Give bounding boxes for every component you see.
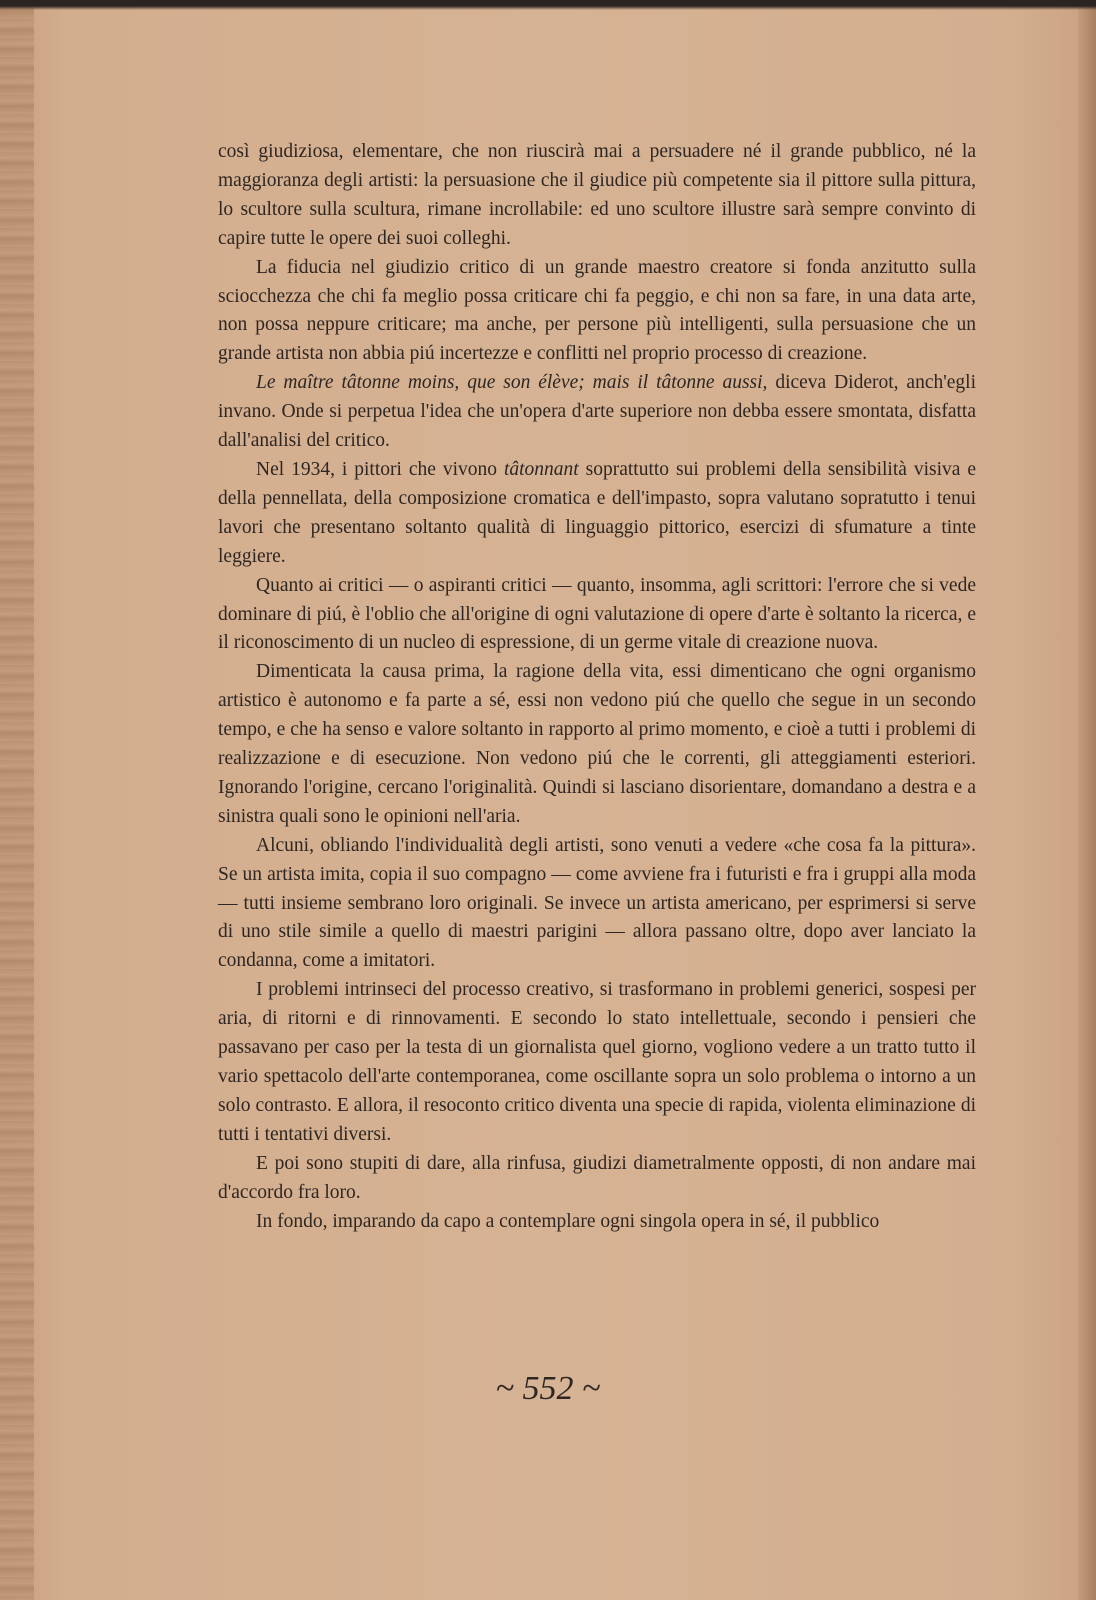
text-segment: Quanto ai critici — o aspiranti critici — quanto, insomma, agli scrittori: l'errore che si vede dominare di piú, è l'oblio che all'origine di ogni valutazione di opere d'arte è soltanto la ricerca, e il riconoscimento di un nucleo di espressione, di un germe vitale di creazione nuova.: [218, 574, 976, 654]
italic-text: Le maître tâtonne moins, que son élève; mais il tâtonne aussi,: [256, 372, 768, 394]
text-segment: Dimenticata la causa prima, la ragione della vita, essi dimenticano che ogni organismo artistico è autonomo e fa parte a sé, essi non vedono piú che quello che segue in un secondo tempo, e che ha senso e valore soltanto in rapporto al primo momento, e cioè a tutti i problemi di realizzazione e di esecuzione. Non vedono piú che le correnti, gli atteggiamenti esteriori. Ignorando l'origine, cercano l'originalità. Quindi si lasciano disorientare, domandano a destra e a sinistra quali sono le opinioni nell'aria.: [218, 661, 976, 827]
paragraph: [218, 254, 976, 370]
italic-text: tâtonnant: [503, 458, 579, 480]
text-segment: soprattutto sui problemi della sensibilità visiva e della pennellata, della composizione cromatica e dell'impasto, sopra valutano sopratutto i tenui lavori che presentano soltanto qualità di linguaggio pittorico, esercizi di sfumature a tinte leggiere.: [218, 458, 976, 567]
text-segment: In fondo, imparando da capo a contemplare ogni singola opera in sé, il pubblico: [256, 1210, 880, 1232]
page-right-edge: [1078, 0, 1096, 1600]
paragraph: [218, 369, 976, 456]
paragraph: [218, 1208, 976, 1237]
body-text: [218, 138, 976, 1236]
page-top-edge: [0, 0, 1096, 10]
text-segment: Nel 1934, i pittori che vivono: [256, 458, 504, 480]
paragraph: [218, 832, 976, 977]
page-number: ~ 552 ~: [495, 1370, 601, 1407]
paragraph: [218, 976, 976, 1149]
paragraph: [218, 138, 976, 254]
paragraph: [218, 572, 976, 659]
text-segment: E poi sono stupiti di dare, alla rinfusa, giudizi diametralmente opposti, di non andare mai d'accordo fra loro.: [218, 1152, 976, 1203]
paragraph: [218, 658, 976, 831]
text-segment: I problemi intrinseci del processo creativo, si trasformano in problemi generici, sospesi per aria, di ritorni e di rinnovamenti. E secondo lo stato intellettuale, secondo i pensieri che passavano per caso per la testa di un giornalista quel giorno, vogliono vedere a un tratto tutto il vario spettacolo dell'arte contemporanea, come oscillante sopra un solo problema o intorno a un solo contrasto. E allora, il resoconto critico diventa una specie di rapida, violenta eliminazione di tutti i tentativi diversi.: [218, 979, 976, 1145]
paragraph: [218, 456, 976, 572]
text-segment: diceva Diderot, anch'egli invano. Onde si perpetua l'idea che un'opera d'arte superiore non debba essere smontata, disfatta dall'analisi del critico.: [218, 372, 976, 452]
text-segment: Alcuni, obliando l'individualità degli artisti, sono venuti a vedere «che cosa fa la pittura». Se un artista imita, copia il suo compagno — come avviene fra i futuristi e fra i gruppi alla moda — tutti insieme sembrano loro originali. Se invece un artista americano, per esprimersi si serve di uno stile simile a quello di maestri parigini — allora passano oltre, dopo aver lanciato la condanna, come a imitatori.: [218, 834, 976, 972]
text-segment: così giudiziosa, elementare, che non riuscirà mai a persuadere né il grande pubblico, né la maggioranza degli artisti: la persuasione che il giudice più competente sia il pittore sulla pittura, lo scultore sulla scultura, rimane incrollabile: ed uno scultore illustre sarà sempre convinto di capire tutte le opere dei suoi colleghi.: [218, 141, 976, 249]
text-segment: La fiducia nel giudizio critico di un grande maestro creatore si fonda anzitutto sulla sciocchezza che chi fa meglio possa criticare chi fa peggio, e chi non sa fare, in una data arte, non possa neppure criticare; ma anche, per persone più intelligenti, sulla persuasione che un grande artista non abbia piú incertezze e conflitti nel proprio processo di creazione.: [218, 256, 976, 365]
page-binding-edge: [0, 0, 34, 1600]
paragraph: [218, 1150, 976, 1208]
